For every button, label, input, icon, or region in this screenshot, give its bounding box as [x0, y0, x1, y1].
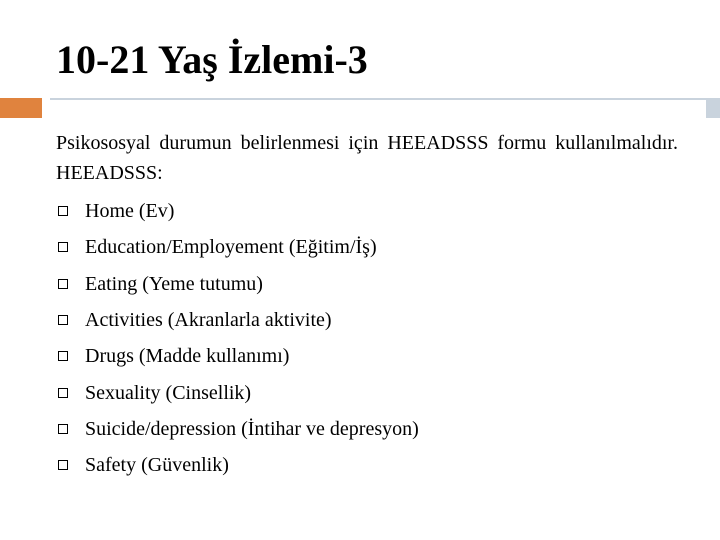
- title-divider-line: [50, 98, 720, 100]
- slide-title: 10-21 Yaş İzlemi-3: [56, 37, 368, 82]
- bullet-item-drugs: [56, 338, 678, 374]
- bullet-item-activities: [56, 302, 678, 338]
- bullet-item-sexuality: [56, 374, 678, 410]
- hollow-square-bullet-icon: [58, 242, 68, 252]
- intro-paragraph: Psikososyal durumun belirlenmesi için HEEADSSS formu kullanılmalıdır. HEEADSSS:: [56, 132, 678, 184]
- hollow-square-bullet-icon: [58, 315, 68, 325]
- bullet-item-eating: [56, 266, 678, 302]
- title-divider-end: [706, 98, 720, 118]
- hollow-square-bullet-icon: [58, 279, 68, 289]
- bullet-text: Home (Ev): [85, 200, 175, 223]
- bullet-text: Suicide/depression (İntihar ve depresyon): [85, 417, 419, 440]
- bullet-text: Sexuality (Cinsellik): [85, 381, 252, 404]
- hollow-square-bullet-icon: [58, 206, 68, 216]
- bullet-list: [56, 193, 678, 483]
- hollow-square-bullet-icon: [58, 424, 68, 434]
- title-divider-accent: [0, 98, 42, 118]
- bullet-item-education: [56, 229, 678, 265]
- bullet-text: Activities (Akranlarla aktivite): [85, 309, 332, 332]
- bullet-text: Safety (Güvenlik): [85, 454, 229, 477]
- bullet-text: Drugs (Madde kullanımı): [85, 345, 290, 368]
- bullet-item-suicide-depression: [56, 411, 678, 447]
- bullet-text: Education/Employement (Eğitim/İş): [85, 236, 377, 259]
- bullet-text: Eating (Yeme tutumu): [85, 272, 263, 295]
- hollow-square-bullet-icon: [58, 351, 68, 361]
- bullet-item-safety: [56, 447, 678, 483]
- bullet-item-home: [56, 193, 678, 229]
- hollow-square-bullet-icon: [58, 460, 68, 470]
- hollow-square-bullet-icon: [58, 388, 68, 398]
